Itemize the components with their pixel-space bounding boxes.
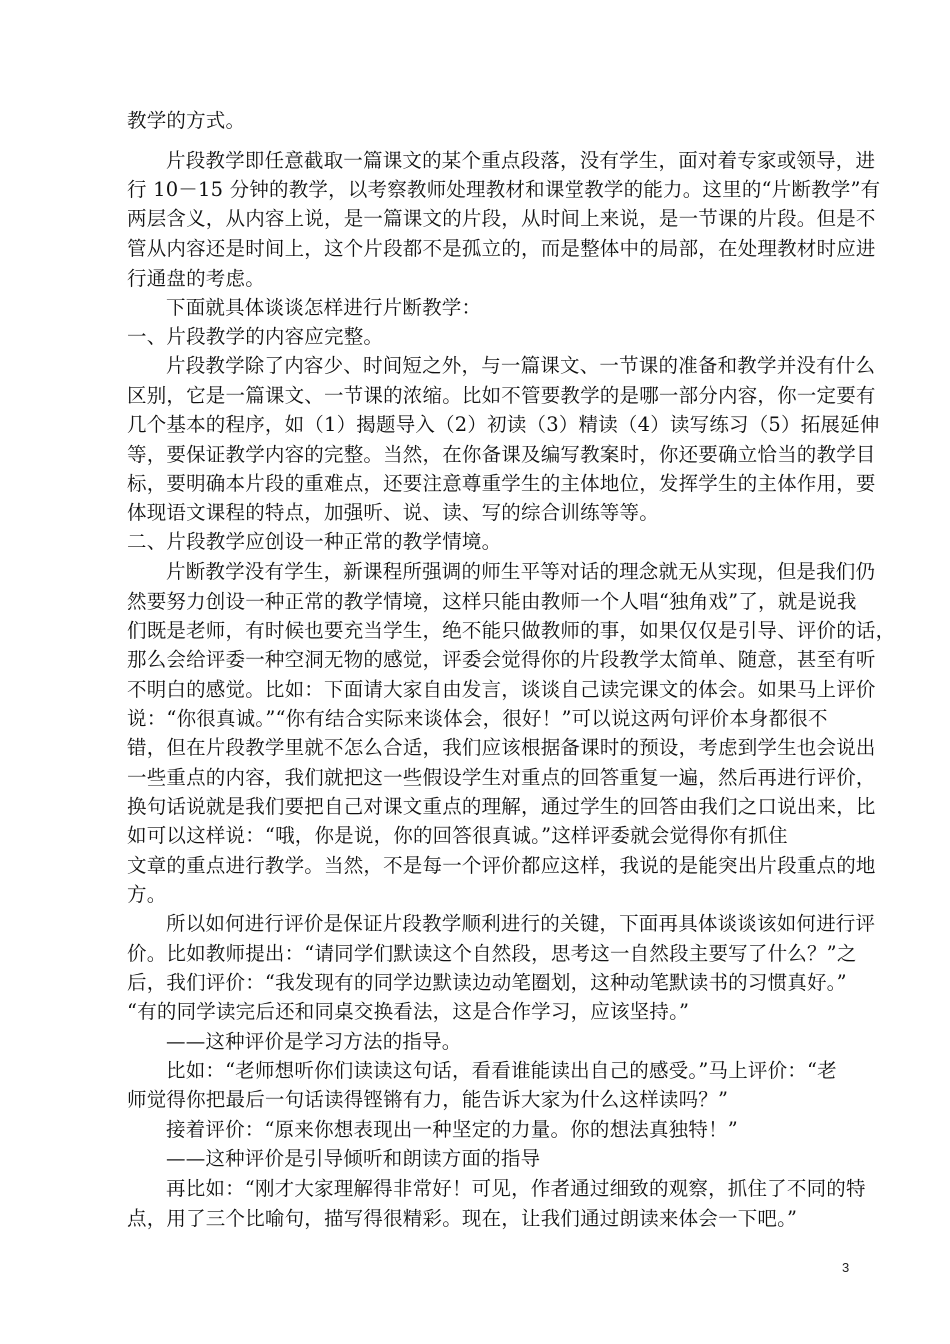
text-line: 下面就具体谈谈怎样进行片断教学： — [166, 296, 482, 319]
text-line: 接着评价：“原来你想表现出一种坚定的力量。你的想法真独特！” — [166, 1118, 738, 1141]
text-line: 一些重点的内容，我们就把这一些假设学生对重点的回答重复一遍，然后再进行评价， — [127, 766, 876, 789]
text-line: 标，要明确本片段的重难点，还要注意尊重学生的主体地位，发挥学生的主体作用，要 — [127, 472, 876, 495]
text-line: 说：“你很真诚。”“你有结合实际来谈体会，很好！”可以说这两句评价本身都很不 — [127, 707, 828, 730]
text-line: 二、片段教学应创设一种正常的教学情境。 — [127, 530, 502, 553]
text-line: 点，用了三个比喻句，描写得很精彩。现在，让我们通过朗读来体会一下吧。” — [127, 1207, 798, 1230]
text-line: 比如：“老师想听你们读读这句话，看看谁能读出自己的感受。”马上评价：“老 — [166, 1059, 837, 1082]
text-line: 管从内容还是时间上，这个片段都不是孤立的，而是整体中的局部，在处理教材时应进 — [127, 237, 876, 260]
text-line: 师觉得你把最后一句话读得铿锵有力，能告诉大家为什么这样读吗？” — [127, 1088, 729, 1111]
text-line: 如可以这样说：“哦，你是说，你的回答很真诚。”这样评委就会觉得你有抓住 — [127, 824, 788, 847]
text-line: 行 10－15 分钟的教学，以考察教师处理教材和课堂教学的能力。这里的“片断教学”有 — [127, 178, 881, 201]
text-line: 两层含义，从内容上说，是一篇课文的片段，从时间上来说，是一节课的片段。但是不 — [127, 207, 876, 230]
text-line: 片断教学没有学生，新课程所强调的师生平等对话的理念就无从实现，但是我们仍 — [166, 560, 876, 583]
text-line: 等，要保证教学内容的完整。当然，在你备课及编写教案时，你还要确立恰当的教学目 — [127, 443, 876, 466]
text-line: ——这种评价是引导倾听和朗读方面的指导 — [166, 1147, 541, 1170]
text-line: 然要努力创设一种正常的教学情境，这样只能由教师一个人唱“独角戏”了，就是说我 — [127, 590, 857, 613]
text-line: 方。 — [127, 883, 167, 906]
text-line: 一、片段教学的内容应完整。 — [127, 325, 384, 348]
text-line: 再比如：“刚才大家理解得非常好！可见，作者通过细致的观察，抓住了不同的特 — [166, 1177, 866, 1200]
text-line: 片段教学除了内容少、时间短之外，与一篇课文、一节课的准备和教学并没有什么 — [166, 354, 876, 377]
text-line: 区别，它是一篇课文、一节课的浓缩。比如不管要教学的是哪一部分内容，你一定要有 — [127, 384, 876, 407]
text-line: 文章的重点进行教学。当然，不是每一个评价都应这样，我说的是能突出片段重点的地 — [127, 854, 876, 877]
text-line: 片段教学即任意截取一篇课文的某个重点段落，没有学生，面对着专家或领导，进 — [166, 149, 876, 172]
text-line: “有的同学读完后还和同桌交换看法，这是合作学习，应该坚持。” — [127, 1000, 690, 1023]
page-number: 3 — [842, 1260, 850, 1275]
text-line: 几个基本的程序，如（1）揭题导入（2）初读（3）精读（4）读写练习（5）拓展延伸 — [127, 413, 880, 436]
text-line: ——这种评价是学习方法的指导。 — [166, 1030, 462, 1053]
text-line: 所以如何进行评价是保证片段教学顺利进行的关键，下面再具体谈谈该如何进行评 — [166, 912, 876, 935]
text-line: 教学的方式。 — [127, 109, 246, 132]
text-line: 错，但在片段教学里就不怎么合适，我们应该根据备课时的预设，考虑到学生也会说出 — [127, 736, 876, 759]
text-line: 换句话说就是我们要把自己对课文重点的理解，通过学生的回答由我们之口说出来，比 — [127, 795, 876, 818]
text-line: 价。比如教师提出：“请同学们默读这个自然段，思考这一自然段主要写了什么？”之 — [127, 942, 857, 965]
text-line: 行通盘的考虑。 — [127, 267, 265, 290]
text-line: 那么会给评委一种空洞无物的感觉，评委会觉得你的片段教学太简单、随意，甚至有听 — [127, 648, 876, 671]
text-line: 体现语文课程的特点，加强听、说、读、写的综合训练等等。 — [127, 501, 659, 524]
text-line: 不明白的感觉。比如：下面请大家自由发言，谈谈自己读完课文的体会。如果马上评价 — [127, 678, 876, 701]
text-line: 们既是老师，有时候也要充当学生，绝不能只做教师的事，如果仅仅是引导、评价的话， — [127, 619, 896, 642]
text-line: 后，我们评价：“我发现有的同学边默读边动笔圈划，这种动笔默读书的习惯真好。” — [127, 971, 847, 994]
